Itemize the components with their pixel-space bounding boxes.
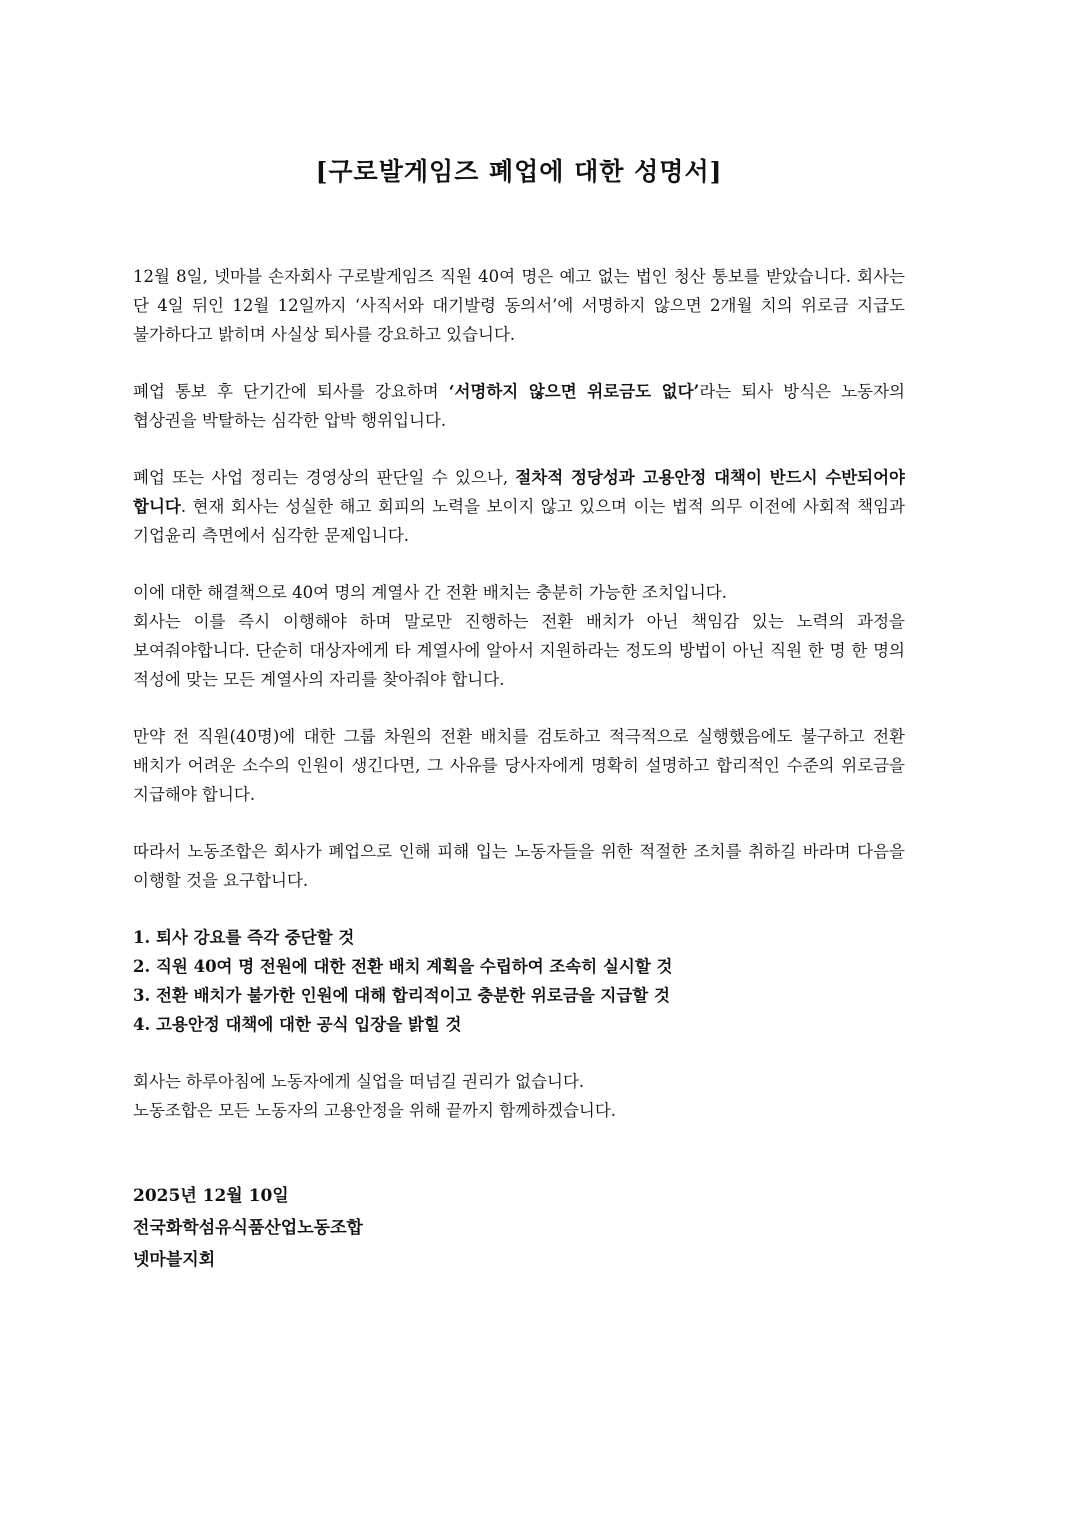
signature-branch: 넷마블지회 [133, 1250, 216, 1270]
paragraph-text: 폐업 또는 사업 정리는 경영상의 판단일 수 있으나, [133, 468, 516, 487]
paragraph-demand-intro: 따라서 노동조합은 회사가 폐업으로 인해 피해 입는 노동자들을 위한 적절한 조치를 취하길 바라며 다음을 이행할 것을 요구합니다. [133, 842, 905, 890]
emphasis-text: ‘서명하지 않으면 위로금도 없다’ [448, 382, 700, 401]
closing-line: 회사는 하루아침에 노동자에게 실업을 떠넘길 권리가 없습니다. [133, 1072, 585, 1091]
document-title: [구로발게임즈 폐업에 대한 성명서] [315, 157, 723, 186]
emphasis-text: 절차적 정당성과 고용안정 대책이 반드시 수반되어야 합니다 [133, 468, 905, 516]
statement-document [133, 150, 905, 1276]
paragraph-text: 라는 퇴사 방식은 노동자의 협상권을 박탈하는 심각한 압박 행위입니다. [133, 382, 905, 430]
demand-item: 4. 고용안정 대책에 대한 공식 입장을 밝힐 것 [133, 1015, 462, 1034]
paragraph-text: 폐업 통보 후 단기간에 퇴사를 강요하며 [133, 382, 449, 401]
paragraph-pressure [133, 377, 905, 435]
demand-item: 1. 퇴사 강요를 즉각 중단할 것 [133, 928, 355, 947]
paragraph-procedure [133, 463, 905, 550]
paragraph-text: . 현재 회사는 성실한 해고 회피의 노력을 보이지 않고 있으며 이는 법적 의무 이전에 사회적 책임과 기업윤리 측면에서 심각한 문제입니다. [133, 497, 905, 545]
paragraph-text: 회사는 이를 즉시 이행해야 하며 말로만 진행하는 전환 배치가 아닌 책임감 있는 노력의 과정을 보여줘야합니다. 단순히 대상자에게 타 계열사에 알아서 지원하라는 정도의 방법이 아닌 직원 한 명 한 명의 적성에 맞는 모든 계열사의 자리를 찾아줘야 합니다. [133, 612, 905, 689]
demand-item: 3. 전환 배치가 불가한 인원에 대해 합리적이고 충분한 위로금을 지급할 것 [133, 986, 670, 1005]
paragraph-solution [133, 578, 905, 694]
demand-list [133, 923, 905, 1039]
paragraph-text: 이에 대한 해결책으로 40여 명의 계열사 간 전환 배치는 충분히 가능한 조치입니다. [133, 583, 727, 602]
demand-item: 2. 직원 40여 명 전원에 대한 전환 배치 계획을 수립하여 조속히 실시할 것 [133, 957, 673, 976]
paragraph-announcement: 12월 8일, 넷마블 손자회사 구로발게임즈 직원 40여 명은 예고 없는 법인 청산 통보를 받았습니다. 회사는 단 4일 뒤인 12월 12일까지 ‘사직서와 대기발령 동의서’에 서명하지 않으면 2개월 치의 위로금 지급도 불가하다고 밝히며 사실상 퇴사를 강요하고 있습니다. [133, 267, 905, 344]
signature-block [133, 1180, 905, 1276]
signature-union: 전국화학섬유식품산업노동조합 [133, 1218, 363, 1238]
signature-date: 2025년 12월 10일 [133, 1186, 289, 1206]
closing-remarks [133, 1067, 905, 1125]
closing-line: 노동조합은 모든 노동자의 고용안정을 위해 끝까지 함께하겠습니다. [133, 1101, 617, 1120]
paragraph-compensation: 만약 전 직원(40명)에 대한 그룹 차원의 전환 배치를 검토하고 적극적으로 실행했음에도 불구하고 전환 배치가 어려운 소수의 인원이 생긴다면, 그 사유를 당사자에게 명확히 설명하고 합리적인 수준의 위로금을 지급해야 합니다. [133, 727, 905, 804]
